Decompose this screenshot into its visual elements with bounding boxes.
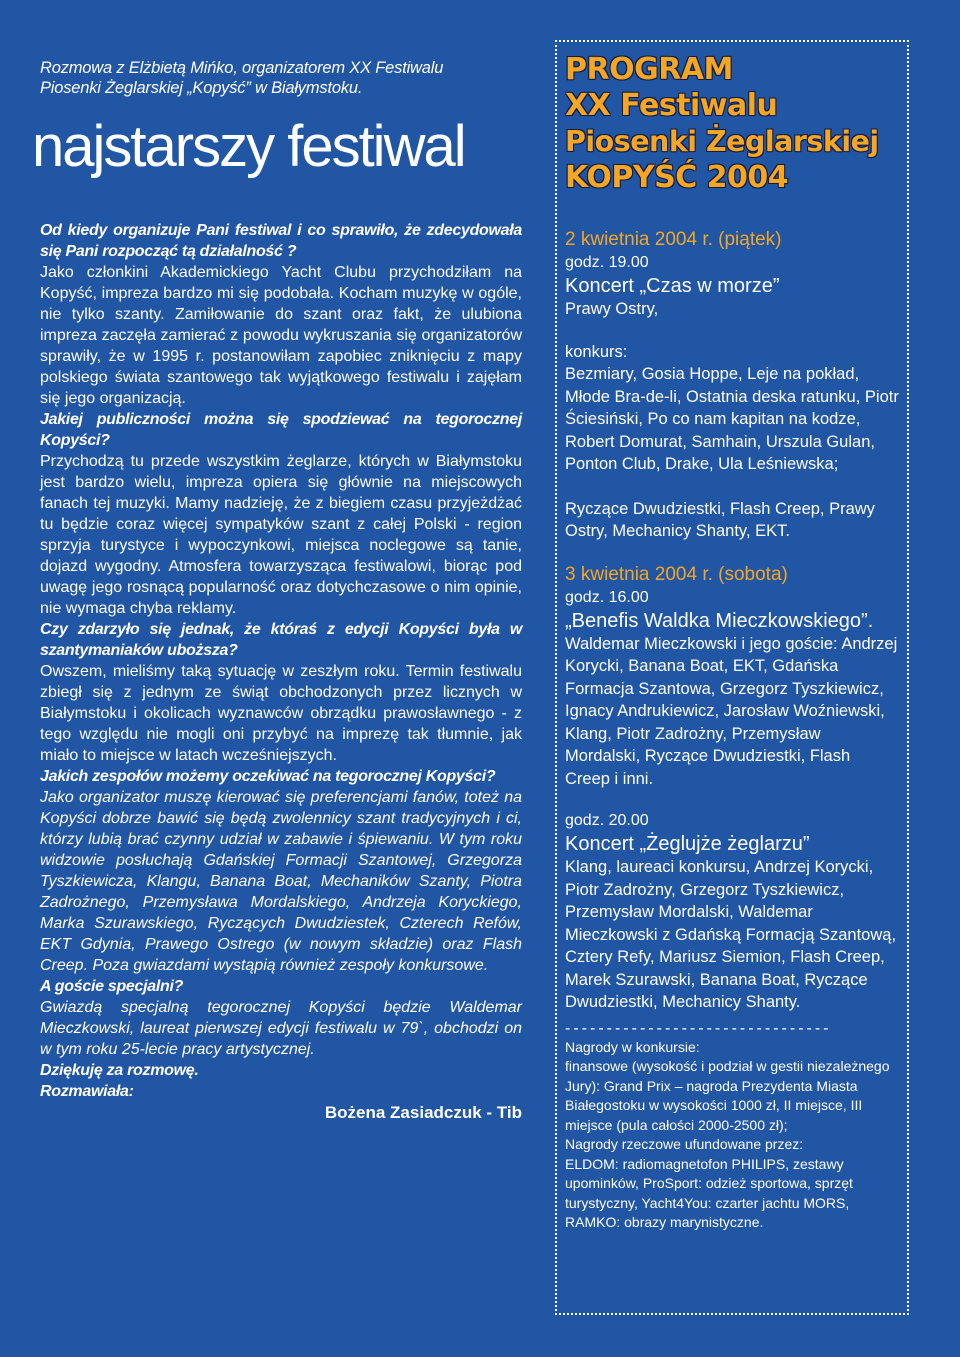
intro-line-1: Rozmowa z Elżbietą Mińko, organizatorem XX Festiwalu xyxy=(40,59,444,77)
byline: Rozmawiała: xyxy=(40,1083,134,1100)
day-2-time-2: godz. 20.00 xyxy=(565,812,649,829)
prizes-text: finansowe (wysokość i podział w gestii niezależnego Jury): Grand Prix – nagroda Prezydenta Miasta Białegostoku w wysokości 1000 zł, II miejsce, III miejsce (pula całości 2000-2500 zł); xyxy=(565,1058,890,1133)
prizes-sponsors: ELDOM: radiomagnetofon PHILIPS, zestawy upominków, ProSport: odzież sportowa, sprzęt turystyczny, Yacht4You: czarter jachtu MORS, RAMKO: obrazy marynistyczne. xyxy=(565,1155,853,1230)
answer-2: Przychodzą tu przede wszystkim żeglarze, których w Białymstoku jest bardzo wielu, impreza opiera się głównie na miejscowych fanach tej muzyki. Mamy nadzieję, że z biegiem czasu przyjeżdżać tu będzie coraz więcej sympatyków szant z całej Polski - region sprzyja turystyce i wypoczynkowi, miejsca noclegowe są tanie, dojazd wygodny. Atmosfera towarzysząca festiwalowi, biorąc pod uwagę jego rosnącą popularność oraz dotychczasowe o nim opinie, nie wymaga chyba reklamy. xyxy=(40,453,522,617)
thanks: Dziękuję za rozmowę. xyxy=(40,1062,199,1079)
day-1-concert: Koncert „Czas w morze” xyxy=(565,275,780,297)
article-body xyxy=(40,220,522,1123)
program-title-2: XX Festiwalu xyxy=(565,88,778,123)
konkurs-label: konkurs: xyxy=(565,342,628,361)
day-1-date: 2 kwietnia 2004 r. (piątek) xyxy=(565,229,782,250)
day-1-after: Ryczące Dwudziestki, Flash Creep, Prawy Ostry, Mechanicy Shanty, EKT. xyxy=(565,499,875,540)
program-title-3: Piosenki Żeglarskiej xyxy=(565,125,879,158)
day-2-concert-2: Koncert „Żeglujże żeglarzu” xyxy=(565,833,810,855)
divider: -------------------------------- xyxy=(565,1019,832,1037)
day-2-time-1: godz. 16.00 xyxy=(565,588,649,606)
day-2-list-1: Waldemar Mieczkowski i jego goście: Andrzej Korycki, Banana Boat, EKT, Gdańska Formacja Szantowa, Grzegorz Tyszkiewicz, Ignacy Andrukiewicz, Jarosław Woźniewski, Klang, Piotr Zadrożny, Przemysław Mordalski, Ryczące Dwudziestki, Flash Creep i inni. xyxy=(565,634,898,788)
question-4: Jakich zespołów możemy oczekiwać na tegorocznej Kopyści? xyxy=(40,768,496,785)
interview-column xyxy=(32,58,522,1123)
program-box xyxy=(555,40,909,1315)
prizes-sponsors-label: Nagrody rzeczowe ufundowane przez: xyxy=(565,1136,804,1152)
day-1-band: Prawy Ostry, xyxy=(565,300,659,318)
konkurs-list: Bezmiary, Gosia Hoppe, Leje na pokład, Młode Bra-de-li, Ostatnia deska ratunku, Piotr Ściesiński, Po co nam kapitan na kodze, Robert Domurat, Samhain, Urszula Gulan, Ponton Club, Drake, Ula Leśniewska; xyxy=(565,365,899,473)
day-2-list-2: Klang, laureaci konkursu, Andrzej Korycki, Piotr Zadrożny, Grzegorz Tyszkiewicz, Przemysław Mordalski, Waldemar Mieczkowski z Gdańską Formacją Szantową, Cztery Refy, Mariusz Siemion, Flash Creep, Marek Szurawski, Banana Boat, Ryczące Dwudziestki, Mechanicy Shanty. xyxy=(565,858,897,1011)
program-title-4: KOPYŚĆ 2004 xyxy=(565,160,789,195)
headline: najstarszy festiwal xyxy=(32,114,465,179)
author-signature: Bożena Zasiadczuk - Tib xyxy=(324,1103,522,1122)
answer-1: Jako członkini Akademickiego Yacht Clubu przychodziłam na Kopyść, impreza bardzo mi się podobała. Kocham muzykę w ogóle, nie tylko szanty. Zamiłowanie do szant oraz fakt, że ulubiona impreza zaczęła zamierać z powodu wykruszania się organizatorów sprawiły, że w 1995 r. postanowiłam zapobiec zniknięciu z mapy polskiego świata szantowego tak wyjątkowego festiwalu i zajęłam się jego organizacją. xyxy=(40,264,522,407)
day-2-date: 3 kwietnia 2004 r. (sobota) xyxy=(565,563,788,585)
day-1-time: godz. 19.00 xyxy=(565,254,649,271)
answer-3: Owszem, mieliśmy taką sytuację w zeszłym roku. Termin festiwalu zbiegł się z jednym ze świąt obchodzonych przez licznych w Białymstoku i okolicach wyznawców obrządku prawosławnego - z tego względu nie mogli oni przybyć na imprezę tak tłumnie, jak miało to miejsce w latach wcześniejszych. xyxy=(40,663,522,764)
question-2: Jakiej publiczności można się spodziewać na tegorocznej Kopyści? xyxy=(40,411,522,449)
day-2-concert-1: „Benefis Waldka Mieczkowskiego”. xyxy=(565,609,874,632)
question-5: A goście specjalni? xyxy=(40,978,184,995)
intro-line-2: Piosenki Żeglarskiej „Kopyść” w Białymstoku. xyxy=(40,79,363,97)
answer-4: Jako organizator muszę kierować się preferencjami fanów, toteż na Kopyści dobrze bawić się będą zwolennicy szant tradycyjnych i ci, którzy lubią brać czynny udział w zabawie i śpiewaniu. W tym roku widzowie posłuchają Gdańskiej Formacji Szantowej, Grzegorza Tyszkiewicza, Klangu, Banana Boat, Mechaników Szanty, Piotra Zadrożnego, Przemysława Mordalskiego, Andrzeja Koryckiego, Marka Szurawskiego, Ryczących Dwudziestek, Czterech Refów, EKT Gdynia, Prawego Ostrego (w nowym składzie) oraz Flash Creep. Poza gwiazdami wystąpią również zespoły konkursowe. xyxy=(40,789,522,974)
question-3: Czy zdarzyło się jednak, że któraś z edycji Kopyści była w szantymaniaków uboższa? xyxy=(40,621,522,659)
prizes-label: Nagrody w konkursie: xyxy=(565,1038,700,1055)
program-title-1: PROGRAM xyxy=(565,52,733,87)
answer-5: Gwiazdą specjalną tegorocznej Kopyści będzie Waldemar Mieczkowski, laureat pierwszej edycji festiwalu w 79`, obchodzi on w tym roku 25-lecie pracy artystycznej. xyxy=(40,999,522,1058)
question-1: Od kiedy organizuje Pani festiwal i co sprawiło, że zdecydowała się Pani rozpocząć tą działalność ? xyxy=(40,222,522,260)
